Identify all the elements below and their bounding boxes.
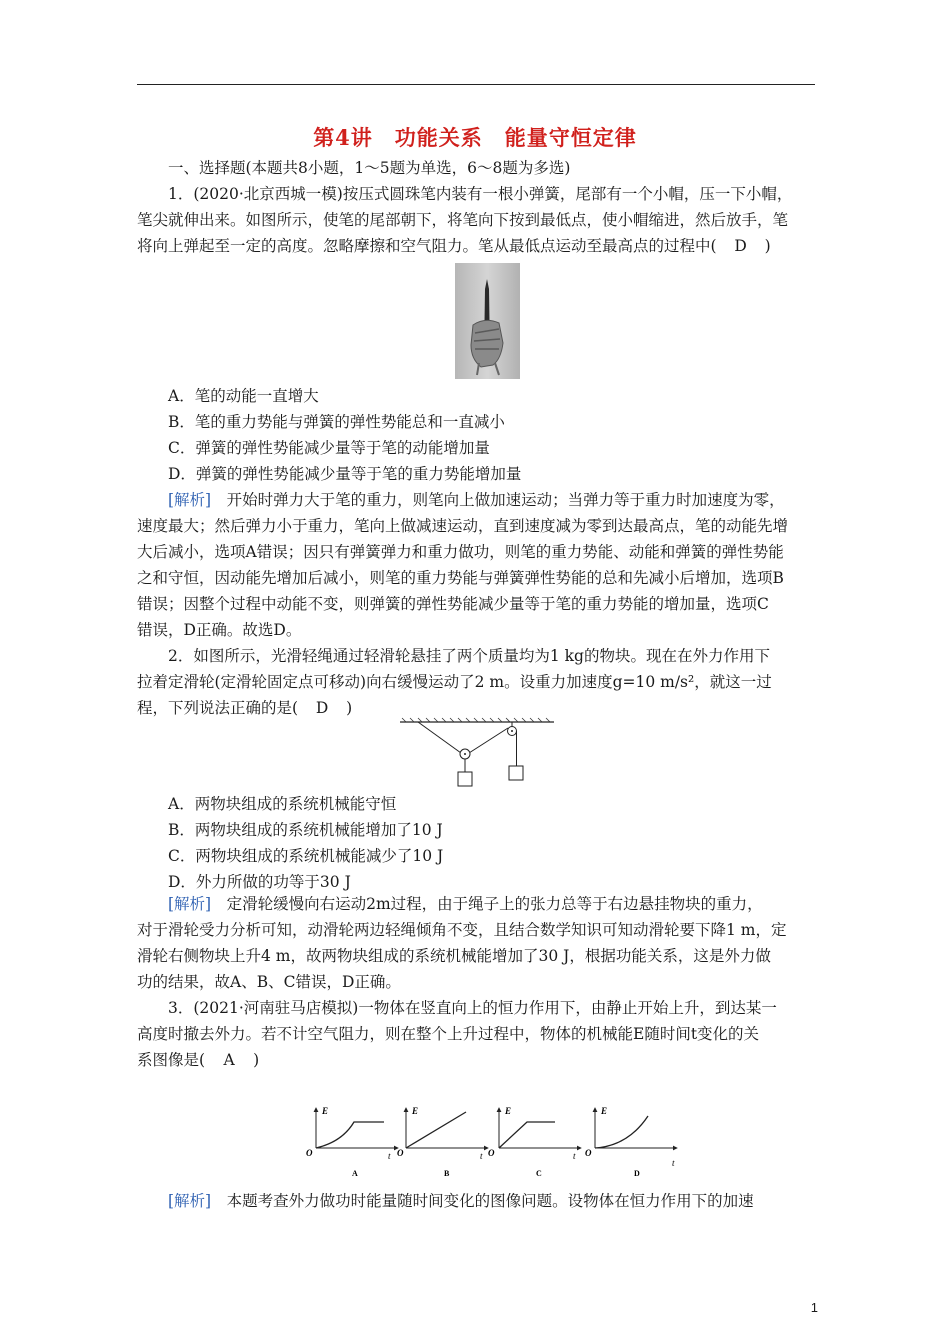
axis-label: t — [480, 1151, 483, 1161]
origin-label: O — [306, 1148, 313, 1158]
q1-analysis-line: 错误，D正确。故选D。 — [137, 621, 302, 639]
q1-option-c: C．弹簧的弹性势能减少量等于笔的动能增加量 — [168, 439, 490, 457]
origin-label: O — [488, 1148, 495, 1158]
q1-analysis-line: 速度最大；然后弹力小于重力，笔向上做减速运动，直到速度减为零到达最高点，笔的动能先增 — [137, 517, 789, 535]
axis-label: E — [412, 1106, 419, 1116]
graph-a — [306, 1106, 398, 1178]
graph-label: C — [536, 1169, 542, 1178]
q2-stem-line: 程，下列说法正确的是( D ) — [137, 699, 353, 717]
q2-option-b: B．两物块组成的系统机械能增加了10 J — [168, 821, 443, 839]
q2-stem-line: 拉着定滑轮(定滑轮固定点可移动)向右缓慢运动了2 m。设重力加速度g=10 m/s²，就这一过 — [137, 673, 772, 691]
analysis-tag: [解析] — [168, 895, 212, 913]
origin-label: O — [397, 1148, 404, 1158]
graph-label: A — [352, 1169, 358, 1178]
axis-label: E — [505, 1106, 512, 1116]
q1-option-d: D．弹簧的弹性势能减少量等于笔的重力势能增加量 — [168, 465, 522, 483]
analysis-tag: [解析] — [168, 1192, 212, 1210]
q2-analysis-line: 滑轮右侧物块上升4 m，故两物块组成的系统机械能增加了30 J，根据功能关系，这是外力做 — [137, 947, 771, 965]
page-number: 1 — [810, 1300, 818, 1315]
axis-label: t — [573, 1151, 576, 1161]
graph-c — [488, 1106, 581, 1178]
q2-option-a: A．两物块组成的系统机械能守恒 — [168, 795, 397, 813]
origin-label: O — [585, 1148, 592, 1158]
q2-option-c: C．两物块组成的系统机械能减少了10 J — [168, 847, 444, 865]
q1-stem-line: 笔尖就伸出来。如图所示，使笔的尾部朝下，将笔向下按到最低点，使小帽缩进，然后放手，笔 — [137, 211, 789, 229]
q1-option-a: A．笔的动能一直增大 — [168, 387, 319, 405]
axis-label: t — [672, 1158, 675, 1168]
q1-answer: D — [734, 237, 747, 255]
axis-label: E — [322, 1106, 329, 1116]
q1-stem-line: 将向上弹起至一定的高度。忽略摩擦和空气阻力。笔从最低点运动至最高点的过程中( D ) — [137, 237, 771, 255]
q1-stem-line: 1．(2020·北京西城一模)按压式圆珠笔内装有一根小弹簧，尾部有一个小帽，压一下小帽， — [168, 185, 793, 203]
q2-analysis-line: [解析] 定滑轮缓慢向右运动2m过程，由于绳子上的张力总等于右边悬挂物块的重力， — [168, 895, 763, 913]
pulley-diagram — [398, 716, 558, 788]
section-heading: 一、选择题(本题共8小题，1～5题为单选，6～8题为多选) — [168, 159, 571, 177]
q3-stem-line: 3．(2021·河南驻马店模拟)一物体在竖直向上的恒力作用下，由静止开始上升，到达某一 — [168, 999, 777, 1017]
graph-label: B — [444, 1169, 450, 1178]
q1-analysis-line: [解析] 开始时弹力大于笔的重力，则笔向上做加速运动；当弹力等于重力时加速度为零， — [168, 491, 785, 509]
q1-analysis-line: 大后减小，选项A错误；因只有弹簧弹力和重力做功，则笔的重力势能、动能和弹簧的弹性势能 — [137, 543, 784, 561]
q2-option-d: D．外力所做的功等于30 J — [168, 873, 351, 891]
axis-label: t — [388, 1151, 391, 1161]
graph-label: D — [634, 1169, 640, 1178]
q3-stem-line: 系图像是( A ) — [137, 1051, 260, 1069]
axis-label: E — [601, 1106, 608, 1116]
graph-b — [397, 1106, 488, 1178]
q2-stem-line: 2．如图所示，光滑轻绳通过轻滑轮悬挂了两个质量均为1 kg的物块。现在在外力作用下 — [168, 647, 770, 665]
pen-photo — [455, 263, 520, 379]
q1-option-b: B．笔的重力势能与弹簧的弹性势能总和一直减小 — [168, 413, 505, 431]
q3-answer: A — [223, 1051, 235, 1069]
top-rule — [137, 84, 815, 85]
q1-analysis-line: 之和守恒，因动能先增加后减小，则笔的重力势能与弹簧弹性势能的总和先减小后增加，选项B — [137, 569, 784, 587]
energy-time-graphs — [298, 1102, 690, 1182]
graph-d — [585, 1106, 677, 1178]
q3-analysis-line: [解析] 本题考查外力做功时能量随时间变化的图像问题。设物体在恒力作用下的加速 — [168, 1192, 754, 1210]
page-title: 第4讲 功能关系 能量守恒定律 — [313, 125, 637, 150]
q3-stem-line: 高度时撤去外力。若不计空气阻力，则在整个上升过程中，物体的机械能E随时间t变化的关 — [137, 1025, 760, 1043]
q1-analysis-line: 错误；因整个过程中动能不变，则弹簧的弹性势能减少量等于笔的重力势能的增加量，选项C — [137, 595, 769, 613]
q2-answer: D — [315, 699, 329, 717]
q2-analysis-line: 对于滑轮受力分析可知，动滑轮两边轻绳倾角不变，且结合数学知识可知动滑轮要下降1 m，定 — [137, 921, 787, 939]
analysis-tag: [解析] — [168, 491, 212, 509]
q2-analysis-line: 功的结果，故A、B、C错误，D正确。 — [137, 973, 401, 991]
